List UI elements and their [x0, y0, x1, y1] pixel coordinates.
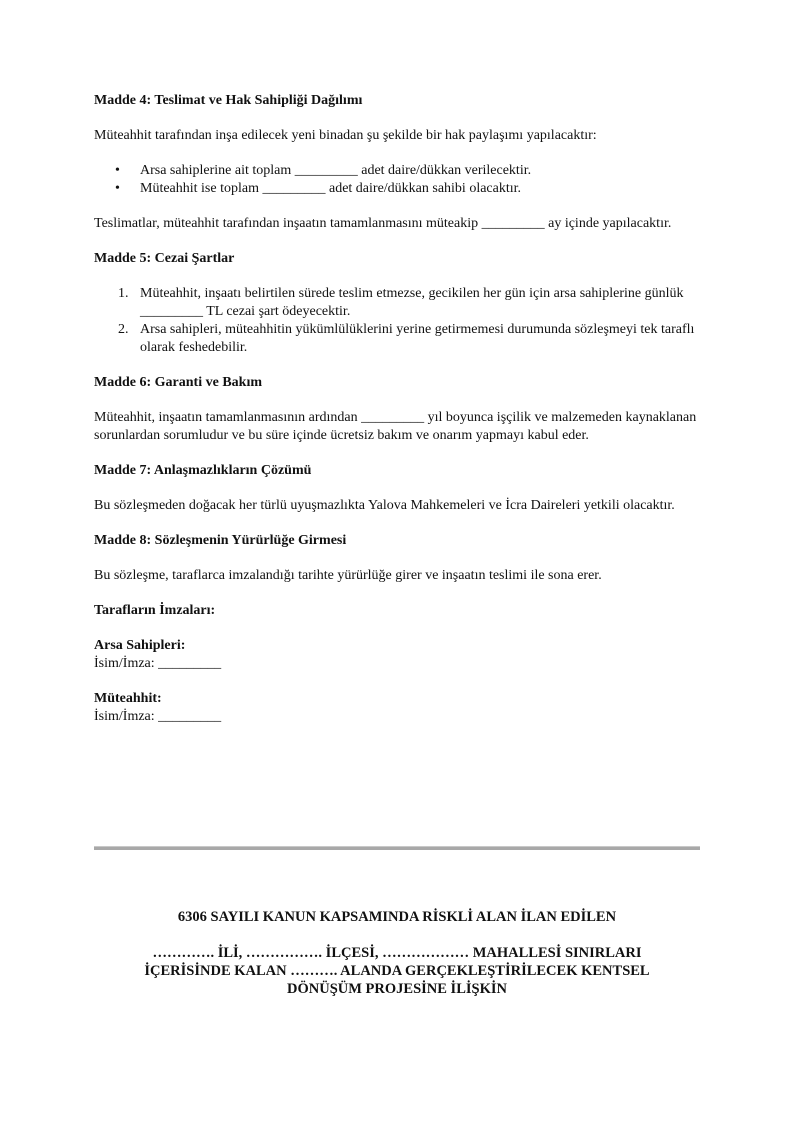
owners-signature-line: İsim/İmza: _________	[94, 656, 222, 671]
madde-5-heading: Madde 5: Cezai Şartlar	[94, 251, 235, 266]
list-item-number: 2.	[118, 322, 129, 337]
madde-8-heading: Madde 8: Sözleşmenin Yürürlüğe Girmesi	[94, 533, 347, 548]
madde-5-numbered-list	[94, 285, 700, 357]
footer-title-line-3: İÇERİSİNDE KALAN ………. ALANDA GERÇEKLEŞTİRİLECEK KENTSEL	[144, 963, 650, 979]
madde-8-text: Bu sözleşme, taraflarca imzalandığı tarihte yürürlüğe girer ve inşaatın teslimi ile sona erer.	[94, 568, 602, 583]
madde-7-text: Bu sözleşmeden doğacak her türlü uyuşmazlıkta Yalova Mahkemeleri ve İcra Daireleri yetkili olacaktır.	[94, 498, 675, 513]
owners-label: Arsa Sahipleri:	[94, 638, 186, 653]
footer-title-line-1: 6306 SAYILI KANUN KAPSAMINDA RİSKLİ ALAN İLAN EDİLEN	[177, 909, 617, 925]
owners-signature-block	[94, 637, 700, 673]
footer-title-line-4: DÖNÜŞÜM PROJESİNE İLİŞKİN	[287, 981, 507, 997]
next-document-heading	[94, 908, 700, 998]
footer-title-line-2: …………. İLİ, ……………. İLÇESİ, ……………… MAHALLESİ SINIRLARI	[152, 945, 642, 961]
madde-6-text: Müteahhit, inşaatın tamamlanmasının ardından _________ yıl boyunca işçilik ve malzemeden kaynaklanan sorunlardan sorumludur ve bu süre içinde ücretsiz bakım ve onarım yapmayı kabul eder.	[94, 410, 697, 443]
list-item-text: Arsa sahipleri, müteahhitin yükümlülüklerini yerine getirmemesi durumunda sözleşmeyi tek taraflı olarak feshedebilir.	[140, 322, 695, 355]
signatures-heading: Tarafların İmzaları:	[94, 603, 216, 618]
madde-6-heading: Madde 6: Garanti ve Bakım	[94, 375, 262, 390]
contractor-signature-line: İsim/İmza: _________	[94, 709, 222, 724]
list-item: • Arsa sahiplerine ait toplam _________ adet daire/dükkan verilecektir.	[140, 162, 700, 180]
madde-4-closing: Teslimatlar, müteahhit tarafından inşaatın tamamlanmasını müteakip _________ ay içinde yapılacaktır.	[94, 216, 672, 231]
horizontal-divider	[94, 846, 700, 850]
madde-7-heading: Madde 7: Anlaşmazlıkların Çözümü	[94, 463, 312, 478]
list-item-number: 1.	[118, 286, 129, 301]
list-item-text: Müteahhit, inşaatı belirtilen sürede teslim etmezse, gecikilen her gün için arsa sahiplerine günlük _________ TL cezai şart ödeyecektir.	[140, 286, 684, 319]
madde-4-bullet-list	[94, 162, 700, 198]
list-item: • Müteahhit ise toplam _________ adet daire/dükkan sahibi olacaktır.	[140, 180, 700, 198]
contractor-signature-block	[94, 690, 700, 726]
list-item	[118, 285, 700, 321]
list-item	[118, 321, 700, 357]
contractor-label: Müteahhit:	[94, 691, 162, 706]
madde-4-heading: Madde 4: Teslimat ve Hak Sahipliği Dağılımı	[94, 93, 363, 108]
document-page	[94, 92, 700, 743]
madde-4-intro: Müteahhit tarafından inşa edilecek yeni binadan şu şekilde bir hak paylaşımı yapılacaktır:	[94, 128, 597, 143]
